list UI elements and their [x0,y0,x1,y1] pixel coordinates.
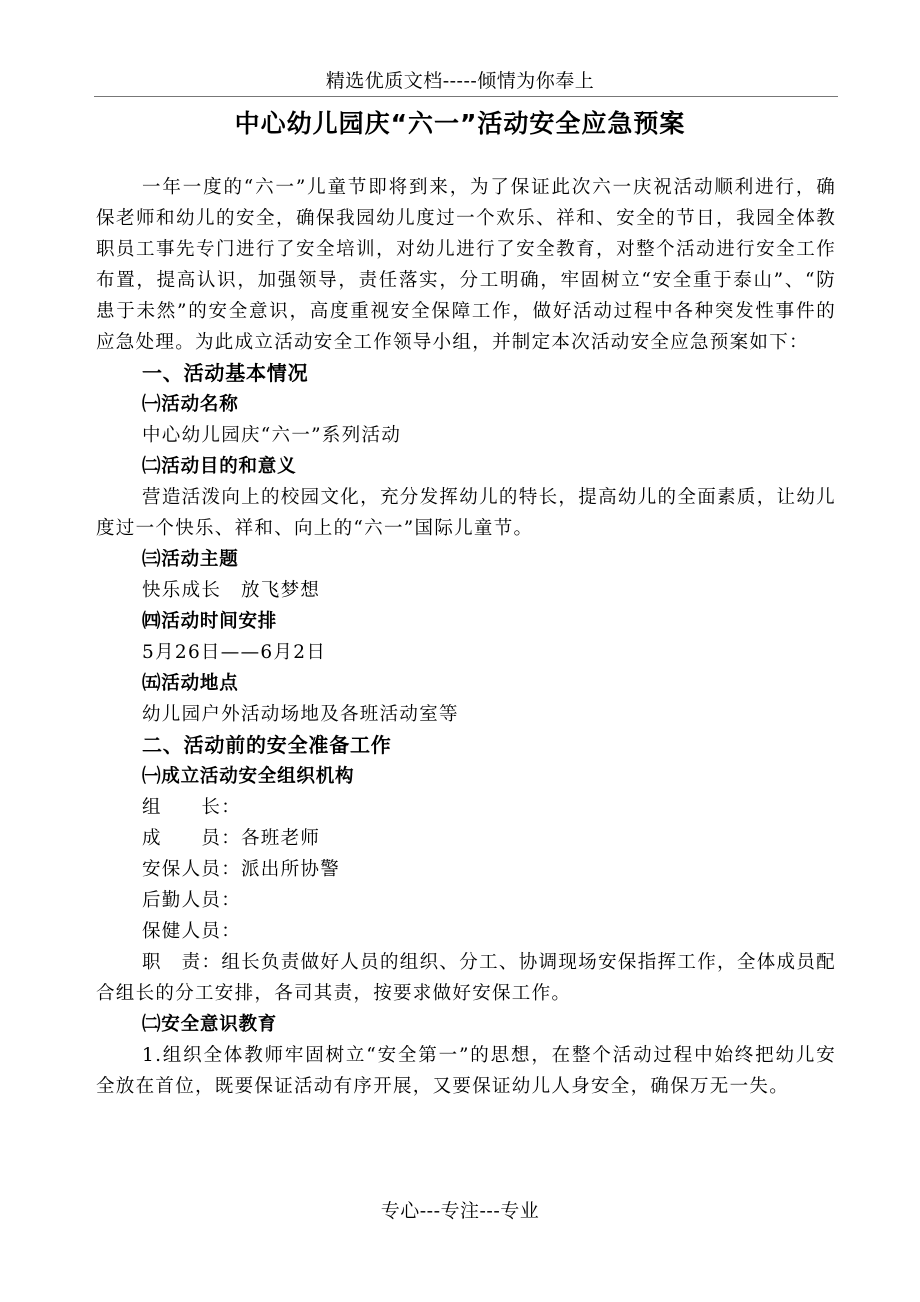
document-title: 中心幼儿园庆“六一”活动安全应急预案 [234,109,686,138]
activity-purpose-heading: ㈡活动目的和意义 [142,456,297,477]
intro-paragraph: 一年一度的“六一”儿童节即将到来，为了保证此次六一庆祝活动顺利进行，确保老师和幼儿的安全，确保我园幼儿度过一个欢乐、祥和、安全的节日，我园全体教职员工事先专门进行了安全培训，对幼儿进行了安全教育，对整个活动进行安全工作布置，提高认识，加强领导，责任落实，分工明确，牢固树立“安全重于泰山”、“防患于未然”的安全意识，高度重视安全保障工作，做好活动过程中各种突发性事件的应急处理。为此成立活动安全工作领导小组，并制定本次活动安全应急预案如下： [96,177,836,353]
org-members: 成 员：各班老师 [142,828,321,849]
org-duty: 职 责：组长负责做好人员的组织、分工、协调现场安保指挥工作，全体成员配合组长的分工安排，各司其责，按要求做好安保工作。 [96,952,836,1004]
document-body [96,172,836,1102]
page-header: 精选优质文档-----倾情为你奉上 [325,70,595,92]
activity-theme-heading: ㈢活动主题 [142,549,239,570]
activity-name-text: 中心幼儿园庆“六一”系列活动 [142,425,402,446]
activity-time-text: 5月26日——6月2日 [142,642,327,663]
org-logistics: 后勤人员： [142,890,242,911]
org-leader: 组 长： [142,797,242,818]
activity-name-heading: ㈠活动名称 [142,394,239,415]
safety-education-heading: ㈡安全意识教育 [142,1014,278,1035]
activity-time-heading: ㈣活动时间安排 [142,611,278,632]
header-divider [94,96,838,97]
activity-place-heading: ㈤活动地点 [142,673,239,694]
org-heading: ㈠成立活动安全组织机构 [142,766,355,787]
activity-purpose-text: 营造活泼向上的校园文化，充分发挥幼儿的特长，提高幼儿的全面素质，让幼儿度过一个快乐、祥和、向上的“六一”国际儿童节。 [96,487,836,539]
activity-place-text: 幼儿园户外活动场地及各班活动室等 [142,704,459,725]
org-security: 安保人员：派出所协警 [142,859,341,880]
section1-heading: 一、活动基本情况 [142,361,309,385]
activity-theme-text: 快乐成长 放飞梦想 [142,580,321,601]
page-footer: 专心---专注---专业 [380,1200,540,1222]
org-health: 保健人员： [142,921,242,942]
section2-heading: 二、活动前的安全准备工作 [142,733,392,757]
safety-education-item-1: 1.组织全体教师牢固树立“安全第一”的思想，在整个活动过程中始终把幼儿安全放在首位，既要保证活动有序开展，又要保证幼儿人身安全，确保万无一失。 [96,1045,836,1097]
